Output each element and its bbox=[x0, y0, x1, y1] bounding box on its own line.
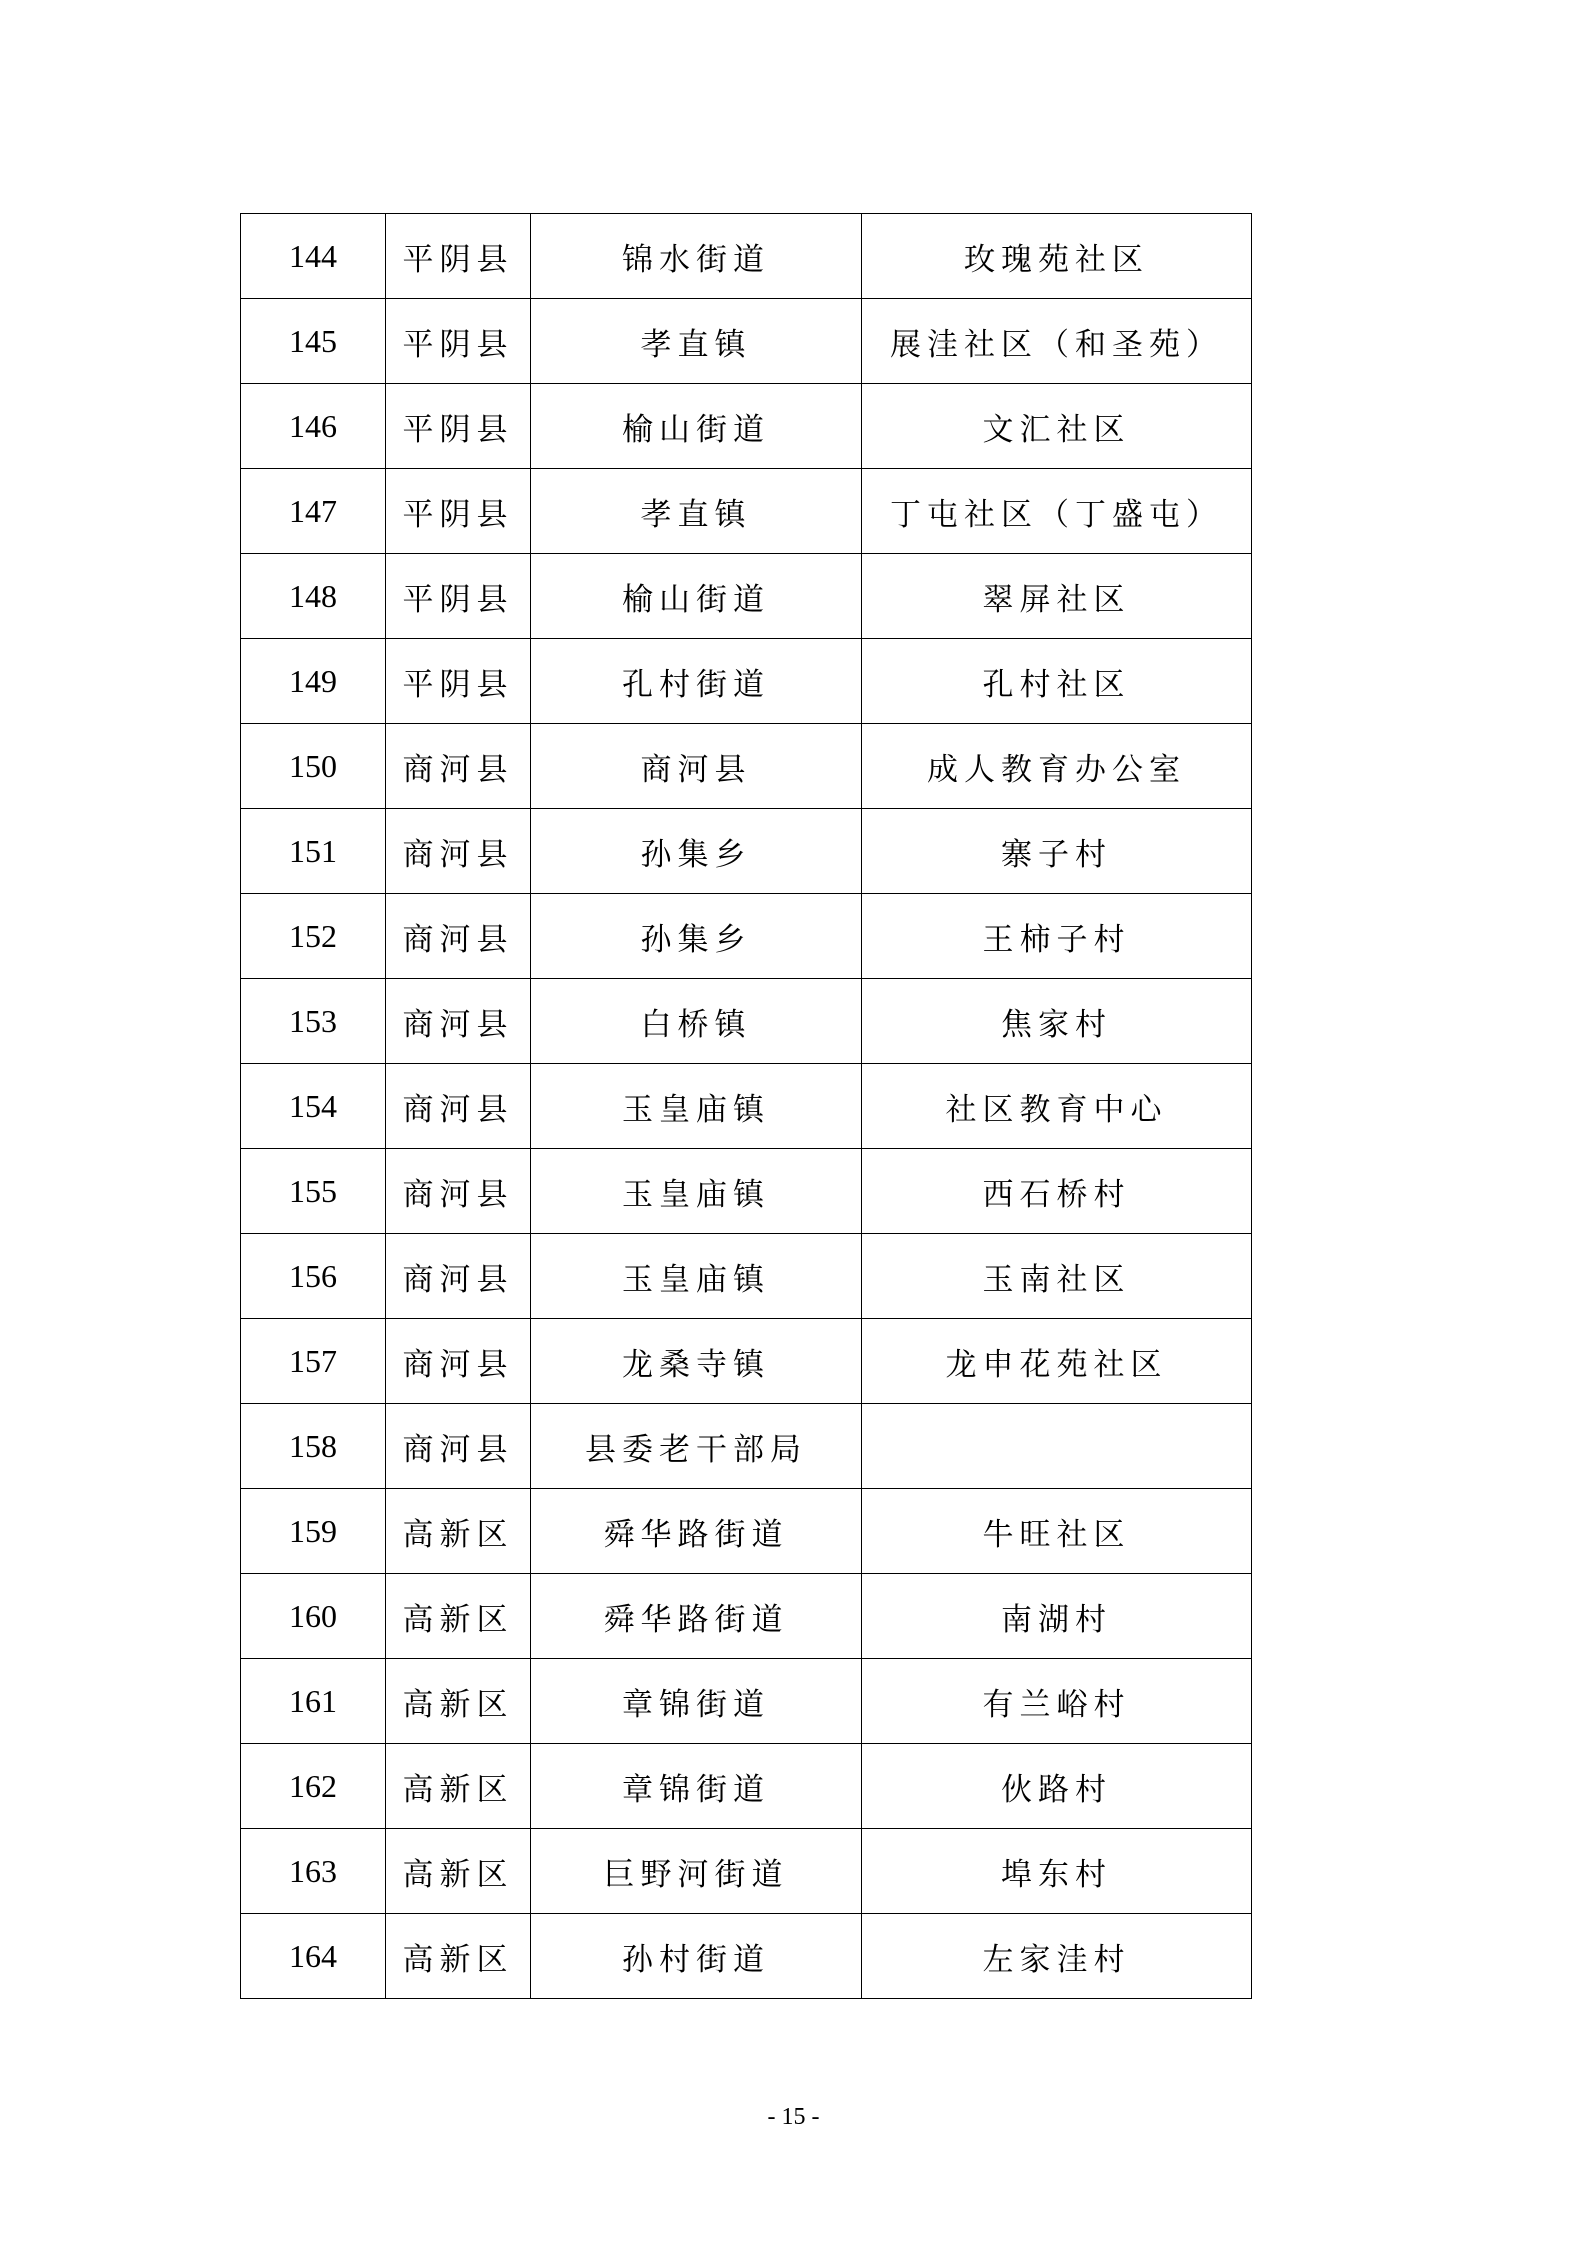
row-number-cell: 154 bbox=[241, 1064, 386, 1149]
table-row bbox=[241, 1149, 1252, 1234]
table-row bbox=[241, 1829, 1252, 1914]
community-cell bbox=[862, 1404, 1252, 1489]
row-number-cell: 162 bbox=[241, 1744, 386, 1829]
county-cell: 高新区 bbox=[386, 1744, 531, 1829]
row-number-cell: 156 bbox=[241, 1234, 386, 1319]
row-number-cell: 146 bbox=[241, 384, 386, 469]
town-cell: 孝直镇 bbox=[531, 299, 862, 384]
row-number-cell: 160 bbox=[241, 1574, 386, 1659]
town-cell: 商河县 bbox=[531, 724, 862, 809]
community-cell: 西石桥村 bbox=[862, 1149, 1252, 1234]
table-row bbox=[241, 214, 1252, 299]
table-row bbox=[241, 1404, 1252, 1489]
town-cell: 舜华路街道 bbox=[531, 1489, 862, 1574]
community-cell: 龙申花苑社区 bbox=[862, 1319, 1252, 1404]
table-row bbox=[241, 384, 1252, 469]
community-cell: 牛旺社区 bbox=[862, 1489, 1252, 1574]
county-cell: 高新区 bbox=[386, 1914, 531, 1999]
row-number-cell: 150 bbox=[241, 724, 386, 809]
community-cell: 埠东村 bbox=[862, 1829, 1252, 1914]
row-number-cell: 147 bbox=[241, 469, 386, 554]
town-cell: 锦水街道 bbox=[531, 214, 862, 299]
row-number-cell: 149 bbox=[241, 639, 386, 724]
town-cell: 孔村街道 bbox=[531, 639, 862, 724]
county-cell: 高新区 bbox=[386, 1489, 531, 1574]
row-number-cell: 157 bbox=[241, 1319, 386, 1404]
town-cell: 舜华路街道 bbox=[531, 1574, 862, 1659]
row-number-cell: 151 bbox=[241, 809, 386, 894]
county-cell: 商河县 bbox=[386, 724, 531, 809]
town-cell: 巨野河街道 bbox=[531, 1829, 862, 1914]
county-cell: 商河县 bbox=[386, 1234, 531, 1319]
town-cell: 县委老干部局 bbox=[531, 1404, 862, 1489]
community-cell: 焦家村 bbox=[862, 979, 1252, 1064]
table-row bbox=[241, 639, 1252, 724]
community-cell: 社区教育中心 bbox=[862, 1064, 1252, 1149]
town-cell: 孝直镇 bbox=[531, 469, 862, 554]
community-cell: 王柿子村 bbox=[862, 894, 1252, 979]
community-cell: 成人教育办公室 bbox=[862, 724, 1252, 809]
community-cell: 文汇社区 bbox=[862, 384, 1252, 469]
community-cell: 左家洼村 bbox=[862, 1914, 1252, 1999]
county-cell: 高新区 bbox=[386, 1829, 531, 1914]
county-cell: 平阴县 bbox=[386, 554, 531, 639]
county-cell: 商河县 bbox=[386, 894, 531, 979]
county-cell: 平阴县 bbox=[386, 299, 531, 384]
county-cell: 平阴县 bbox=[386, 639, 531, 724]
row-number-cell: 148 bbox=[241, 554, 386, 639]
row-number-cell: 158 bbox=[241, 1404, 386, 1489]
table-row bbox=[241, 1489, 1252, 1574]
table-row bbox=[241, 979, 1252, 1064]
table-body bbox=[241, 214, 1252, 1999]
community-cell: 展洼社区（和圣苑） bbox=[862, 299, 1252, 384]
page-number: - 15 - bbox=[767, 2104, 820, 2130]
town-cell: 孙集乡 bbox=[531, 809, 862, 894]
row-number-cell: 145 bbox=[241, 299, 386, 384]
row-number-cell: 163 bbox=[241, 1829, 386, 1914]
table-row bbox=[241, 724, 1252, 809]
community-cell: 有兰峪村 bbox=[862, 1659, 1252, 1744]
town-cell: 章锦街道 bbox=[531, 1744, 862, 1829]
community-cell: 玉南社区 bbox=[862, 1234, 1252, 1319]
town-cell: 孙村街道 bbox=[531, 1914, 862, 1999]
community-cell: 寨子村 bbox=[862, 809, 1252, 894]
table-row bbox=[241, 469, 1252, 554]
table-row bbox=[241, 1574, 1252, 1659]
county-cell: 商河县 bbox=[386, 1319, 531, 1404]
row-number-cell: 155 bbox=[241, 1149, 386, 1234]
town-cell: 白桥镇 bbox=[531, 979, 862, 1064]
town-cell: 玉皇庙镇 bbox=[531, 1149, 862, 1234]
county-cell: 高新区 bbox=[386, 1574, 531, 1659]
table-row bbox=[241, 1234, 1252, 1319]
table-row bbox=[241, 1319, 1252, 1404]
community-cell: 伙路村 bbox=[862, 1744, 1252, 1829]
town-cell: 龙桑寺镇 bbox=[531, 1319, 862, 1404]
county-cell: 商河县 bbox=[386, 979, 531, 1064]
town-cell: 榆山街道 bbox=[531, 384, 862, 469]
community-cell: 南湖村 bbox=[862, 1574, 1252, 1659]
table-row bbox=[241, 1914, 1252, 1999]
community-cell: 孔村社区 bbox=[862, 639, 1252, 724]
table-row bbox=[241, 1744, 1252, 1829]
table-row bbox=[241, 894, 1252, 979]
row-number-cell: 144 bbox=[241, 214, 386, 299]
town-cell: 玉皇庙镇 bbox=[531, 1234, 862, 1319]
row-number-cell: 153 bbox=[241, 979, 386, 1064]
county-cell: 高新区 bbox=[386, 1659, 531, 1744]
county-cell: 平阴县 bbox=[386, 214, 531, 299]
county-cell: 平阴县 bbox=[386, 384, 531, 469]
table-row bbox=[241, 299, 1252, 384]
row-number-cell: 159 bbox=[241, 1489, 386, 1574]
community-cell: 丁屯社区（丁盛屯） bbox=[862, 469, 1252, 554]
county-cell: 商河县 bbox=[386, 1404, 531, 1489]
table-row bbox=[241, 809, 1252, 894]
town-cell: 章锦街道 bbox=[531, 1659, 862, 1744]
listing-table bbox=[240, 213, 1252, 1999]
row-number-cell: 152 bbox=[241, 894, 386, 979]
table-row bbox=[241, 1659, 1252, 1744]
county-cell: 商河县 bbox=[386, 1149, 531, 1234]
table-row bbox=[241, 1064, 1252, 1149]
row-number-cell: 161 bbox=[241, 1659, 386, 1744]
county-cell: 平阴县 bbox=[386, 469, 531, 554]
town-cell: 榆山街道 bbox=[531, 554, 862, 639]
town-cell: 玉皇庙镇 bbox=[531, 1064, 862, 1149]
row-number-cell: 164 bbox=[241, 1914, 386, 1999]
county-cell: 商河县 bbox=[386, 1064, 531, 1149]
table-row bbox=[241, 554, 1252, 639]
community-cell: 翠屏社区 bbox=[862, 554, 1252, 639]
community-cell: 玫瑰苑社区 bbox=[862, 214, 1252, 299]
county-cell: 商河县 bbox=[386, 809, 531, 894]
town-cell: 孙集乡 bbox=[531, 894, 862, 979]
